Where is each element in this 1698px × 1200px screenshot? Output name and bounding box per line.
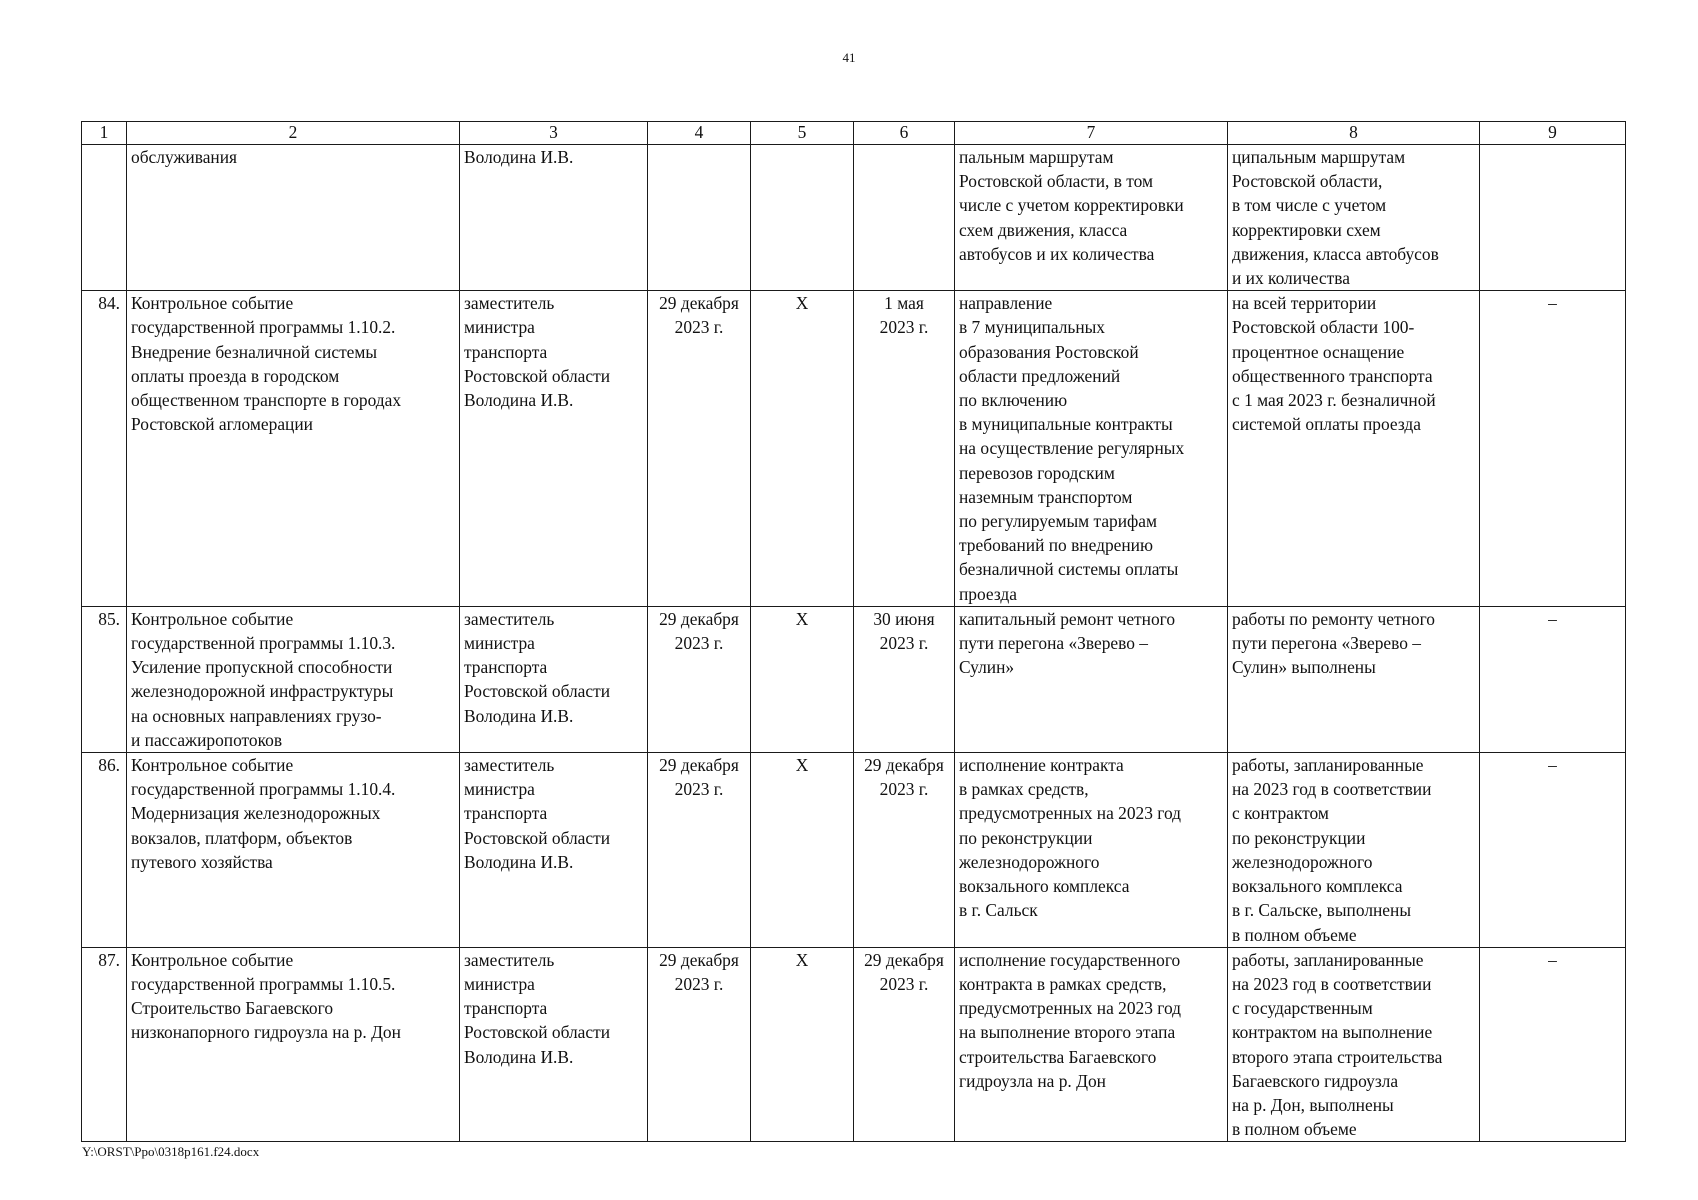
responsible-person: заместитель министра транспорта Ростовской области Володина И.В. [460,753,648,948]
end-date: Х [751,606,854,752]
end-date: Х [751,947,854,1142]
row-number: 87. [82,947,127,1142]
event-action: исполнение государственного контракта в рамках средств, предусмотренных на 2023 год на выполнение второго этапа строительства Багаевского гидроузла на р. Дон [955,947,1228,1142]
event-date: 29 декабря 2023 г. [854,753,955,948]
table-row [82,947,1626,1142]
column-header: 1 [82,122,127,145]
column-header: 4 [648,122,751,145]
event-action: капитальный ремонт четного пути перегона «Зверево – Сулин» [955,606,1228,752]
event-action: исполнение контракта в рамках средств, предусмотренных на 2023 год по реконструкции железнодорожного вокзального комплекса в г. Сальск [955,753,1228,948]
document-file-path: Y:\ORST\Ppo\0318p161.f24.docx [82,1144,260,1159]
column-number-row [82,122,1626,145]
event-result: ципальным маршрутам Ростовской области, в том числе с учетом корректировки схем движения, класса автобусов и их количества [1228,145,1480,291]
event-date: 30 июня 2023 г. [854,606,955,752]
event-note: – [1480,291,1626,607]
end-date: Х [751,753,854,948]
row-number: 84. [82,291,127,607]
event-date: 1 мая 2023 г. [854,291,955,607]
column-header: 5 [751,122,854,145]
event-result: работы, запланированные на 2023 год в соответствии с контрактом по реконструкции железнодорожного вокзального комплекса в г. Сальске, выполнены в полном объеме [1228,753,1480,948]
column-header: 7 [955,122,1228,145]
event-result: на всей территории Ростовской области 100- процентное оснащение общественного транспорта с 1 мая 2023 г. безналичной системой оплаты проезда [1228,291,1480,607]
event-note [1480,145,1626,291]
table-row [82,753,1626,948]
column-header: 3 [460,122,648,145]
program-events-table [81,121,1626,1142]
column-header: 8 [1228,122,1480,145]
event-note: – [1480,947,1626,1142]
responsible-person: заместитель министра транспорта Ростовской области Володина И.В. [460,947,648,1142]
row-number [82,145,127,291]
event-name: обслуживания [127,145,460,291]
event-name: Контрольное событие государственной программы 1.10.2. Внедрение безналичной системы оплаты проезда в городском общественном транспорте в городах Ростовской агломерации [127,291,460,607]
event-result: работы, запланированные на 2023 год в соответствии с государственным контрактом на выполнение второго этапа строительства Багаевского гидроузла на р. Дон, выполнены в полном объеме [1228,947,1480,1142]
responsible-person: заместитель министра транспорта Ростовской области Володина И.В. [460,291,648,607]
column-header: 6 [854,122,955,145]
row-number: 86. [82,753,127,948]
row-number: 85. [82,606,127,752]
event-action: пальным маршрутам Ростовской области, в том числе с учетом корректировки схем движения, класса автобусов и их количества [955,145,1228,291]
responsible-person: заместитель министра транспорта Ростовской области Володина И.В. [460,606,648,752]
start-date: 29 декабря 2023 г. [648,947,751,1142]
column-header: 2 [127,122,460,145]
page-number: 41 [842,50,856,65]
start-date: 29 декабря 2023 г. [648,606,751,752]
table-row [82,291,1626,607]
event-name: Контрольное событие государственной программы 1.10.4. Модернизация железнодорожных вокзалов, платформ, объектов путевого хозяйства [127,753,460,948]
start-date: 29 декабря 2023 г. [648,291,751,607]
event-date [854,145,955,291]
start-date: 29 декабря 2023 г. [648,753,751,948]
start-date [648,145,751,291]
table-row [82,606,1626,752]
responsible-person: Володина И.В. [460,145,648,291]
event-action: направление в 7 муниципальных образования Ростовской области предложений по включению в муниципальные контракты на осуществление регулярных перевозов городским наземным транспортом по регулируемым тарифам требований по внедрению безналичной системы оплаты проезда [955,291,1228,607]
event-date: 29 декабря 2023 г. [854,947,955,1142]
end-date [751,145,854,291]
column-header: 9 [1480,122,1626,145]
table-row [82,145,1626,291]
end-date: Х [751,291,854,607]
event-note: – [1480,606,1626,752]
event-note: – [1480,753,1626,948]
event-name: Контрольное событие государственной программы 1.10.3. Усиление пропускной способности железнодорожной инфраструктуры на основных направлениях грузо- и пассажиропотоков [127,606,460,752]
event-result: работы по ремонту четного пути перегона «Зверево – Сулин» выполнены [1228,606,1480,752]
event-name: Контрольное событие государственной программы 1.10.5. Строительство Багаевского низконапорного гидроузла на р. Дон [127,947,460,1142]
